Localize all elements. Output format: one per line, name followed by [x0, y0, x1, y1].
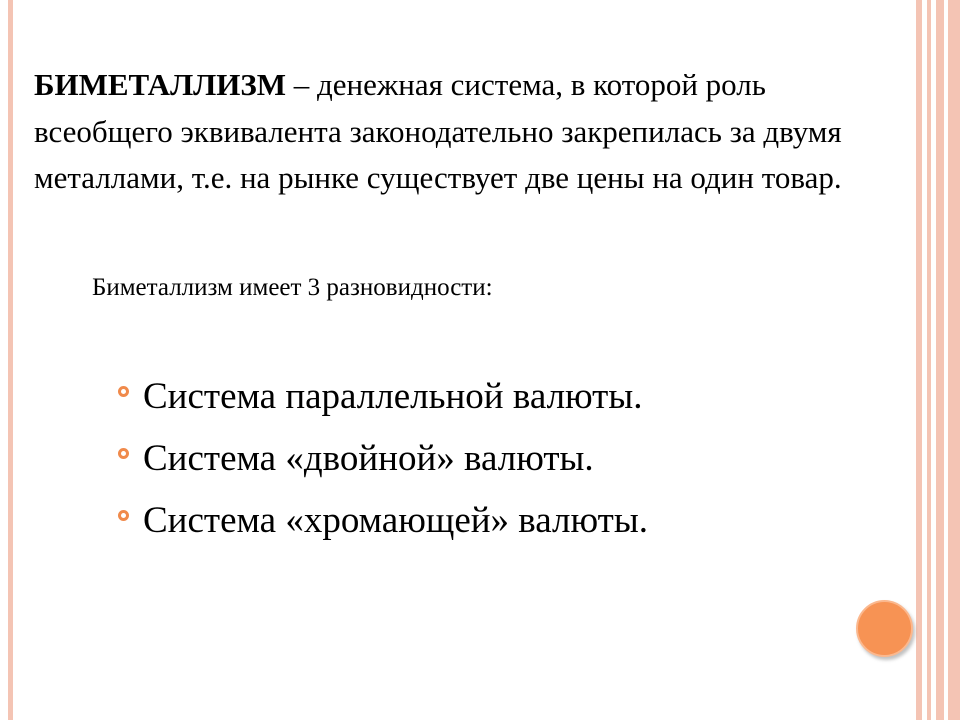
decorative-circle-icon [856, 600, 913, 657]
varieties-list [118, 366, 648, 552]
definition-text: – денежная система, в которой роль всеобщего эквивалента законодательно закрепилась за двумя металлами, т.е. на рынке существует две цены на один товар. [34, 67, 842, 195]
stripe [948, 0, 960, 720]
list-item-text: Система «хромающей» валюты. [143, 500, 648, 541]
list-item [118, 428, 648, 490]
stripe [916, 0, 922, 720]
definition-paragraph [34, 62, 864, 202]
list-item [118, 490, 648, 552]
left-border-line [8, 0, 13, 720]
bullet-ring-icon [118, 386, 129, 397]
bullet-ring-icon [118, 448, 129, 459]
list-item [118, 366, 648, 428]
list-item-text: Система параллельной валюты. [143, 376, 643, 417]
bullet-ring-icon [118, 510, 129, 521]
stripe [927, 0, 931, 720]
stripe [936, 0, 944, 720]
definition-term: БИМЕТАЛЛИЗМ [34, 67, 286, 102]
varieties-intro: Биметаллизм имеет 3 разновидности: [92, 274, 493, 301]
list-item-text: Система «двойной» валюты. [143, 438, 594, 479]
right-decorative-stripes [916, 0, 960, 720]
